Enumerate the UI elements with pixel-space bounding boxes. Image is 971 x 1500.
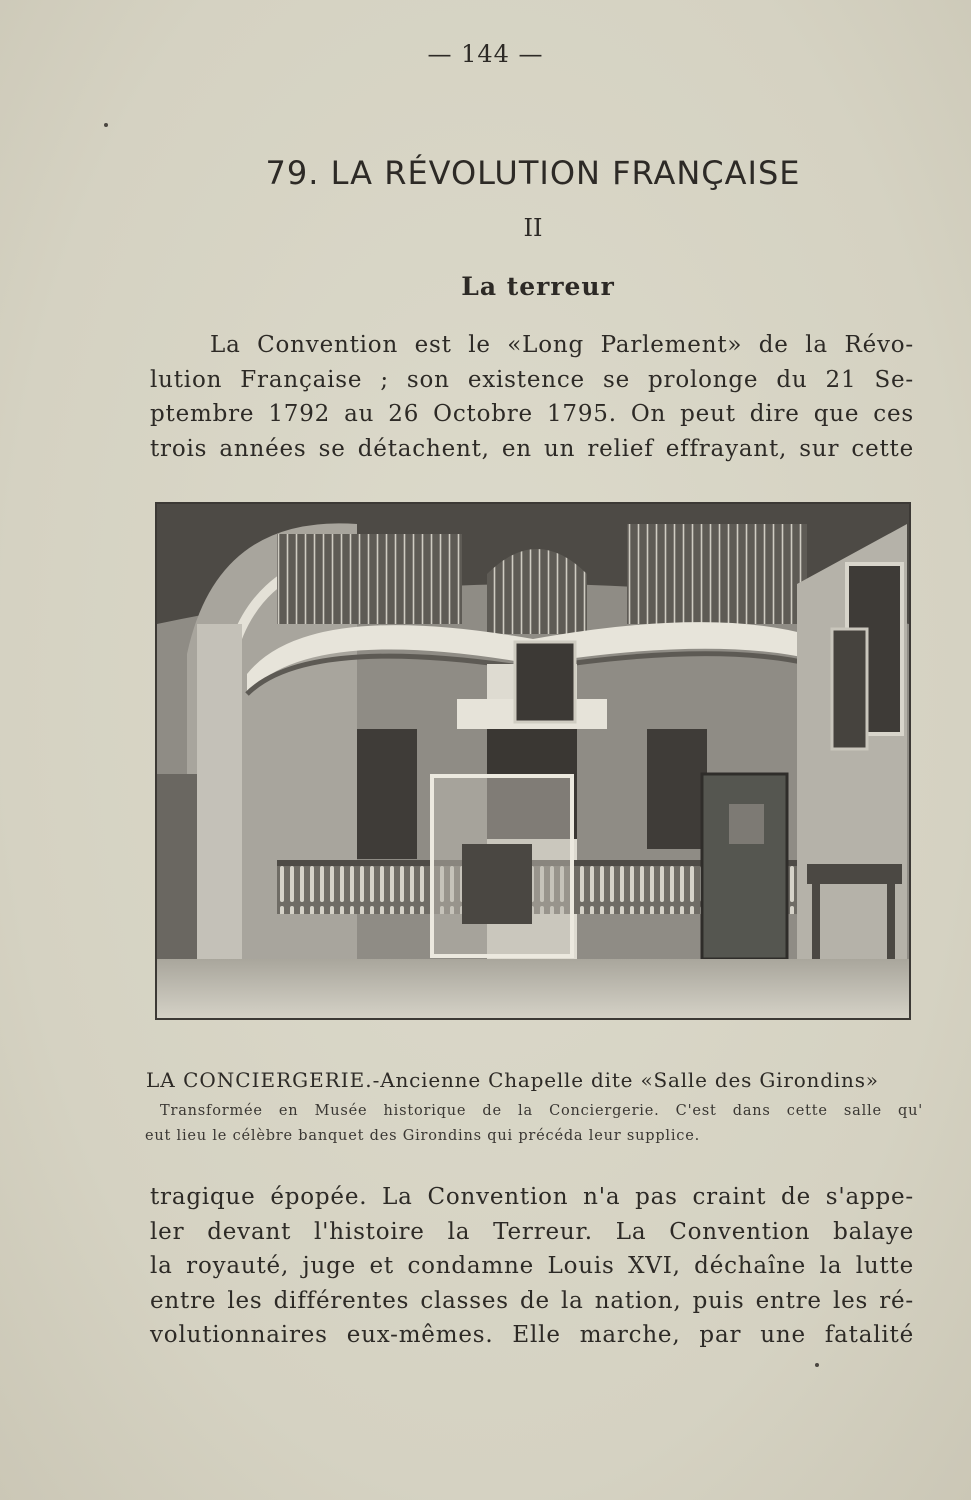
text-line: la royauté, juge et condamne Louis XVI, déchaîne la lutte (150, 1253, 914, 1279)
text-line: ler devant l'histoire la Terreur. La Convention balaye (150, 1218, 914, 1245)
paper-speck (815, 1363, 819, 1367)
figure-caption (146, 1068, 920, 1092)
conciergerie-photograph (155, 502, 911, 1020)
chapter-title: 79. LA RÉVOLUTION FRANÇAISE (265, 154, 801, 192)
paper-speck (104, 123, 108, 127)
caption-description-line: eut lieu le célèbre banquet des Girondins qui précéda leur supplice. (145, 1128, 700, 1144)
text-line: trois années se détachent, en un relief effrayant, sur cette (150, 435, 914, 462)
page-number: — 144 — (427, 40, 544, 68)
text-line: tragique épopée. La Convention n'a pas craint de s'appe- (150, 1184, 914, 1210)
text-line: lution Française ; son existence se prolonge du 21 Se- (150, 366, 914, 393)
text-line: La Convention est le «Long Parlement» de la Révo- (210, 332, 914, 358)
text-line: volutionnaires eux-mêmes. Elle marche, par une fatalité (150, 1322, 914, 1348)
paragraph-intro (150, 328, 914, 466)
text-line: ptembre 1792 au 26 Octobre 1795. On peut dire que ces (150, 401, 914, 427)
part-number: II (523, 214, 543, 242)
text-line: entre les différentes classes de la nation, puis entre les ré- (150, 1287, 914, 1314)
caption-subject: LA CONCIERGERIE. (146, 1068, 373, 1092)
caption-description-line: Transformée en Musée historique de la Conciergerie. C'est dans cette salle qu' (160, 1103, 923, 1119)
paragraph-continuation (150, 1180, 914, 1353)
chapel-interior-illustration (157, 504, 909, 1018)
caption-title: -Ancienne Chapelle dite «Salle des Girondins» (372, 1068, 879, 1092)
section-title: La terreur (461, 272, 615, 301)
